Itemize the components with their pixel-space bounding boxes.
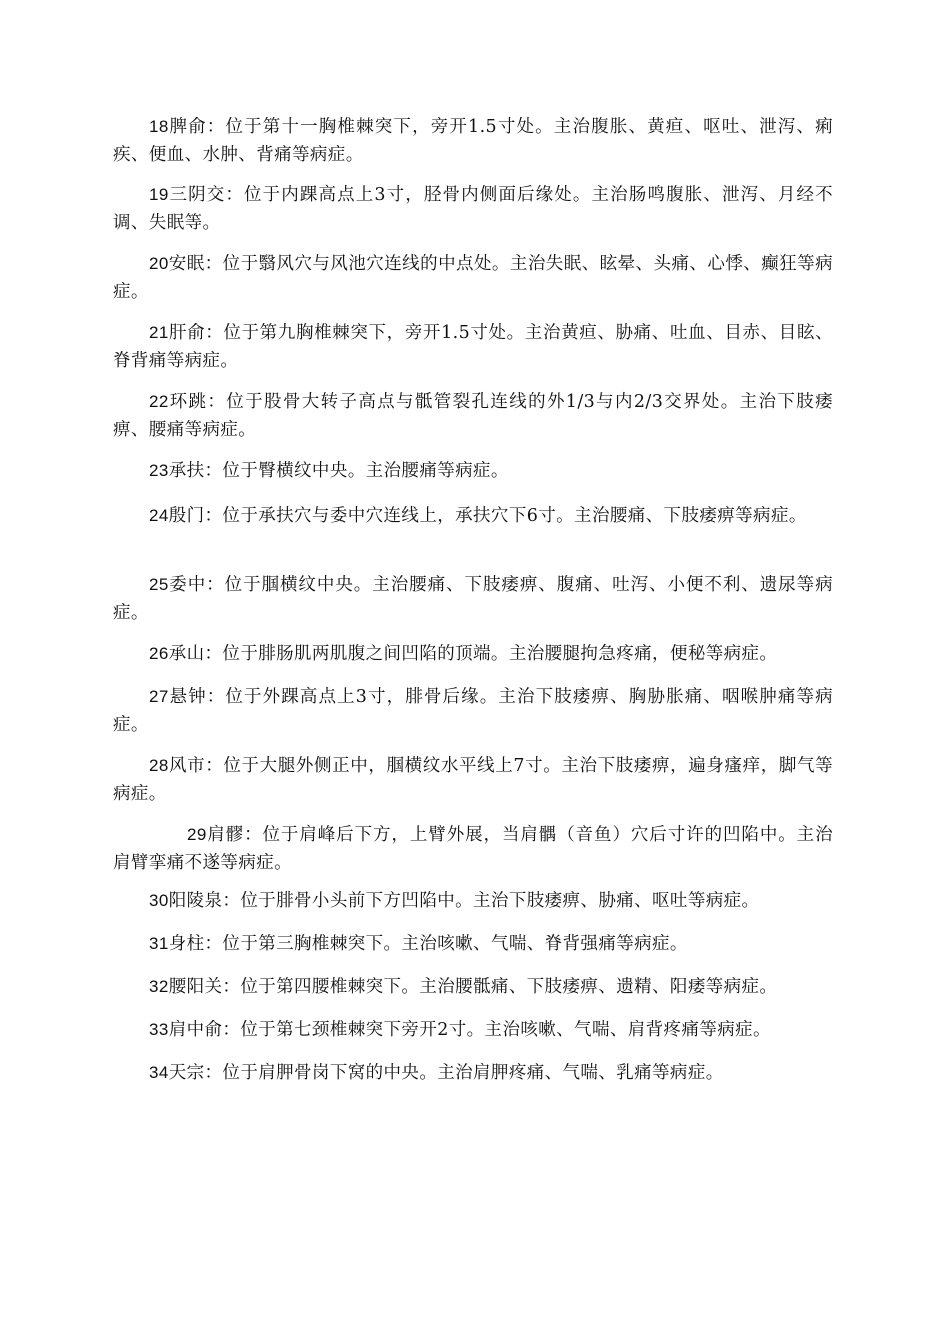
entry-number: 20 [149, 254, 169, 273]
entry-text: 身柱：位于第三胸椎棘突下。主治咳嗽、气喘、脊背强痛等病症。 [168, 934, 688, 954]
entry-text: 阳陵泉：位于腓骨小头前下方凹陷中。主治下肢痿痹、胁痛、呕吐等病症。 [168, 891, 760, 911]
entry-number: 28 [149, 756, 169, 775]
entry-text: 肩中俞：位于第七颈椎棘突下旁开2寸。主治咳嗽、气喘、肩背疼痛等病症。 [168, 1020, 771, 1040]
entry-text: 环跳：位于股骨大转子高点与骶管裂孔连线的外1/3与内2/3交界处。主治下肢痿痹、腰痛等病症。 [113, 392, 833, 440]
entry-number: 26 [149, 644, 169, 663]
acupoint-entry-29 [113, 821, 833, 877]
acupoint-entry-28 [113, 752, 833, 808]
entry-number: 32 [149, 977, 169, 996]
acupoint-entry-24 [113, 502, 833, 530]
entry-text: 委中：位于腘横纹中央。主治腰痛、下肢痿痹、腹痛、吐泻、小便不利、遗尿等病症。 [113, 575, 833, 623]
entry-number: 34 [149, 1063, 169, 1082]
entry-number: 23 [149, 461, 169, 480]
entry-text: 安眠：位于翳风穴与风池穴连线的中点处。主治失眠、眩晕、头痛、心悸、癫狂等病症。 [113, 254, 833, 302]
entry-number: 24 [149, 506, 169, 525]
acupoint-entry-33 [113, 1016, 833, 1044]
acupoint-entry-18 [113, 113, 833, 169]
entry-number: 25 [149, 575, 169, 594]
entry-text: 天宗：位于肩胛骨岗下窝的中央。主治肩胛疼痛、气喘、乳痛等病症。 [168, 1063, 724, 1083]
acupoint-entry-23 [113, 457, 833, 485]
entry-text: 承山：位于腓肠肌两肌腹之间凹陷的顶端。主治腰腿拘急疼痛，便秘等病症。 [168, 644, 778, 664]
entry-number: 19 [149, 185, 169, 204]
entry-text: 腰阳关：位于第四腰椎棘突下。主治腰骶痛、下肢痿痹、遗精、阳痿等病症。 [168, 977, 778, 997]
entry-text: 风市：位于大腿外侧正中，腘横纹水平线上7寸。主治下肢痿痹，遍身瘙痒，脚气等病症。 [113, 756, 833, 804]
entry-text: 肝俞：位于第九胸椎棘突下，旁开1.5寸处。主治黄疸、胁痛、吐血、目赤、目眩、脊背痛等病症。 [113, 323, 833, 371]
entry-number: 30 [149, 891, 169, 910]
acupoint-entry-21 [113, 319, 833, 375]
entry-text: 脾俞：位于第十一胸椎棘突下，旁开1.5寸处。主治腹胀、黄疸、呕吐、泄泻、痢疾、便血、水肿、背痛等病症。 [113, 117, 833, 165]
entry-number: 31 [149, 934, 169, 953]
acupoint-entry-20 [113, 250, 833, 306]
acupoint-entry-22 [113, 388, 833, 444]
acupoint-entry-25 [113, 571, 833, 627]
acupoint-entry-26 [113, 640, 833, 668]
entry-text: 承扶：位于臀横纹中央。主治腰痛等病症。 [168, 461, 509, 481]
acupoint-entry-31 [113, 930, 833, 958]
acupoint-entry-27 [113, 683, 833, 739]
acupoint-entry-30 [113, 887, 833, 915]
entry-text: 悬钟：位于外踝高点上3寸，腓骨后缘。主治下肢痿痹、胸胁胀痛、咽喉肿痛等病症。 [113, 687, 833, 735]
entry-number: 18 [149, 117, 169, 136]
entry-text: 殷门：位于承扶穴与委中穴连线上，承扶穴下6寸。主治腰痛、下肢痿痹等病症。 [168, 506, 807, 526]
entry-text: 三阴交：位于内踝高点上3寸，胫骨内侧面后缘处。主治肠鸣腹胀、泄泻、月经不调、失眠等。 [113, 185, 833, 233]
entry-number: 22 [149, 392, 169, 411]
entry-number: 33 [149, 1020, 169, 1039]
acupoint-entry-19 [113, 181, 833, 237]
entry-number: 21 [149, 323, 169, 342]
entry-text: 肩髎：位于肩峰后下方，上臂外展，当肩髃（音鱼）穴后寸许的凹陷中。主治肩臂挛痛不遂等病症。 [113, 825, 833, 873]
acupoint-entry-32 [113, 973, 833, 1001]
acupoint-entry-34 [113, 1059, 833, 1087]
entry-number: 27 [149, 687, 169, 706]
entry-number: 29 [187, 825, 207, 844]
